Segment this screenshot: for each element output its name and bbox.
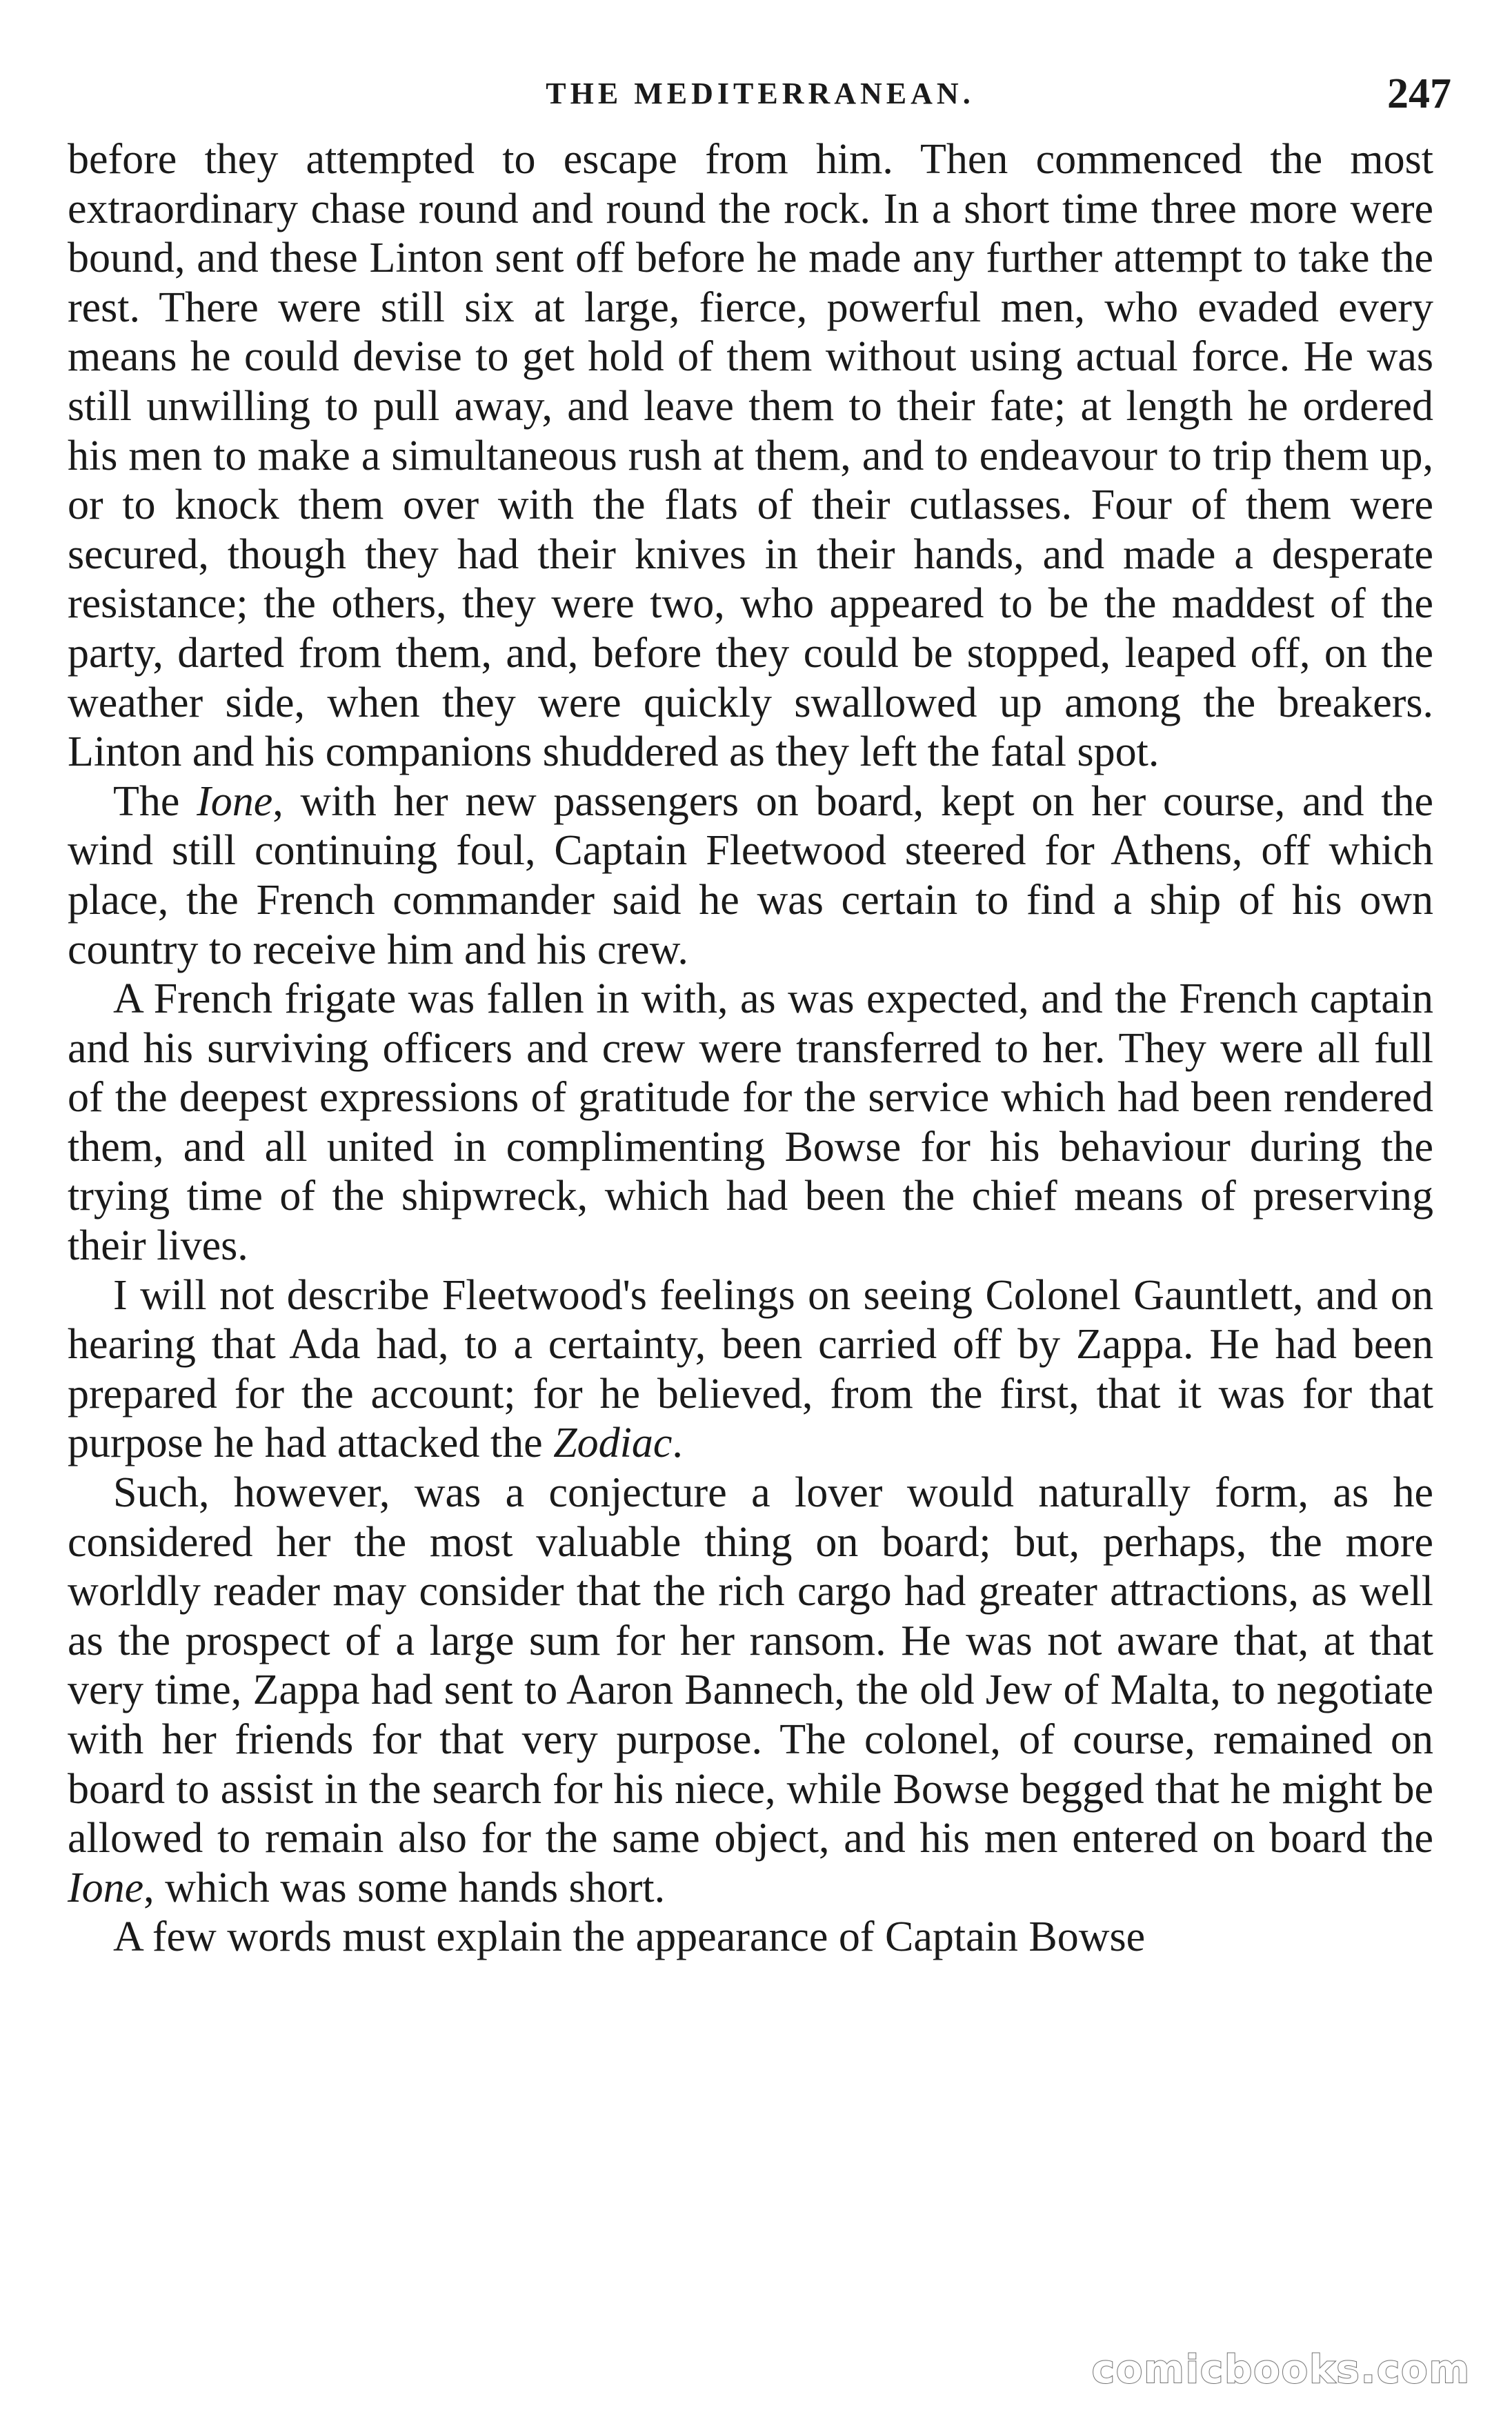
- paragraph-6-text: A few words must explain the appearance of Captain Bowse: [113, 1913, 1146, 1961]
- running-head: THE MEDITERRANEAN.: [546, 77, 975, 110]
- paragraph-6: [68, 1913, 1433, 1962]
- paragraph-3-text: A French frigate was fallen in with, as was expected, and the French captain and his surviving officers and crew were transferred to her. They were all full of the deepest expressions of gratitude for the service which had been rendered them, and all united in complimenting Bowse for his behaviour during the trying time of the shipwreck, which had been the chief means of preserving their lives.: [68, 975, 1433, 1270]
- watermark-logo: comicbooks.com: [1091, 2347, 1471, 2392]
- ship-name-ione: Ione: [197, 777, 273, 825]
- ship-name-zodiac: Zodiac: [553, 1420, 673, 1467]
- page-header: [69, 66, 1451, 121]
- paragraph-1-text: before they attempted to escape from him. Then commenced the most extraordinary chase round and round the rock. In a short time three more were bound, and these Linton sent off before he made any further attempt to take the rest. There were still six at large, fierce, powerful men, who evaded every means he could devise to get hold of them without using actual force. He was still unwilling to pull away, and leave them to their fate; at length he ordered his men to make a simultaneous rush at them, and to endeavour to trip them up, or to knock them over with the flats of their cutlasses. Four of them were secured, though they had their knives in their hands, and made a desperate resistance; the others, they were two, who appeared to be the maddest of the party, darted from them, and, before they could be stopped, leaped off, on the weather side, when they were quickly swallowed up among the breakers. Linton and his companions shuddered as they left the fatal spot.: [68, 136, 1433, 776]
- paragraph-2: [68, 777, 1433, 975]
- paragraph-5-text-a: Such, however, was a conjecture a lover would naturally form, as he considered her the most valuable thing on board; but, perhaps, the more worldly reader may consider that the rich cargo had greater attractions, as well as the prospect of a large sum for her ransom. He was not aware that, at that very time, Zappa had sent to Aaron Bannech, the old Jew of Malta, to negotiate with her friends for that very purpose. The colonel, of course, remained on board to assist in the search for his niece, while Bowse begged that he might be allowed to remain also for the same object, and his men entered on board the: [68, 1469, 1433, 1862]
- paragraph-4-text-b: .: [672, 1420, 683, 1467]
- paragraph-2-text-b: , with her new passengers on board, kept on her course, and the wind still continuing foul, Captain Fleetwood steered for Athens, off which place, the French commander said he was certain to find a ship of his own country to receive him and his crew.: [68, 777, 1433, 973]
- body-text: [68, 135, 1433, 1962]
- page-number: 247: [1387, 70, 1451, 117]
- paragraph-5-text-b: , which was some hands short.: [143, 1864, 666, 1911]
- ship-name-ione-2: Ione: [68, 1864, 144, 1911]
- paragraph-3: [68, 975, 1433, 1271]
- paragraph-5: [68, 1469, 1433, 1913]
- paragraph-2-text-a: The: [113, 777, 197, 825]
- paragraph-4: [68, 1271, 1433, 1469]
- paragraph-1: [68, 135, 1433, 777]
- paragraph-4-text-a: I will not describe Fleetwood's feelings on seeing Colonel Gauntlett, and on hearing that Ada had, to a certainty, been carried off by Zappa. He had been prepared for the account; for he believed, from the first, that it was for that purpose he had attacked the: [68, 1271, 1433, 1467]
